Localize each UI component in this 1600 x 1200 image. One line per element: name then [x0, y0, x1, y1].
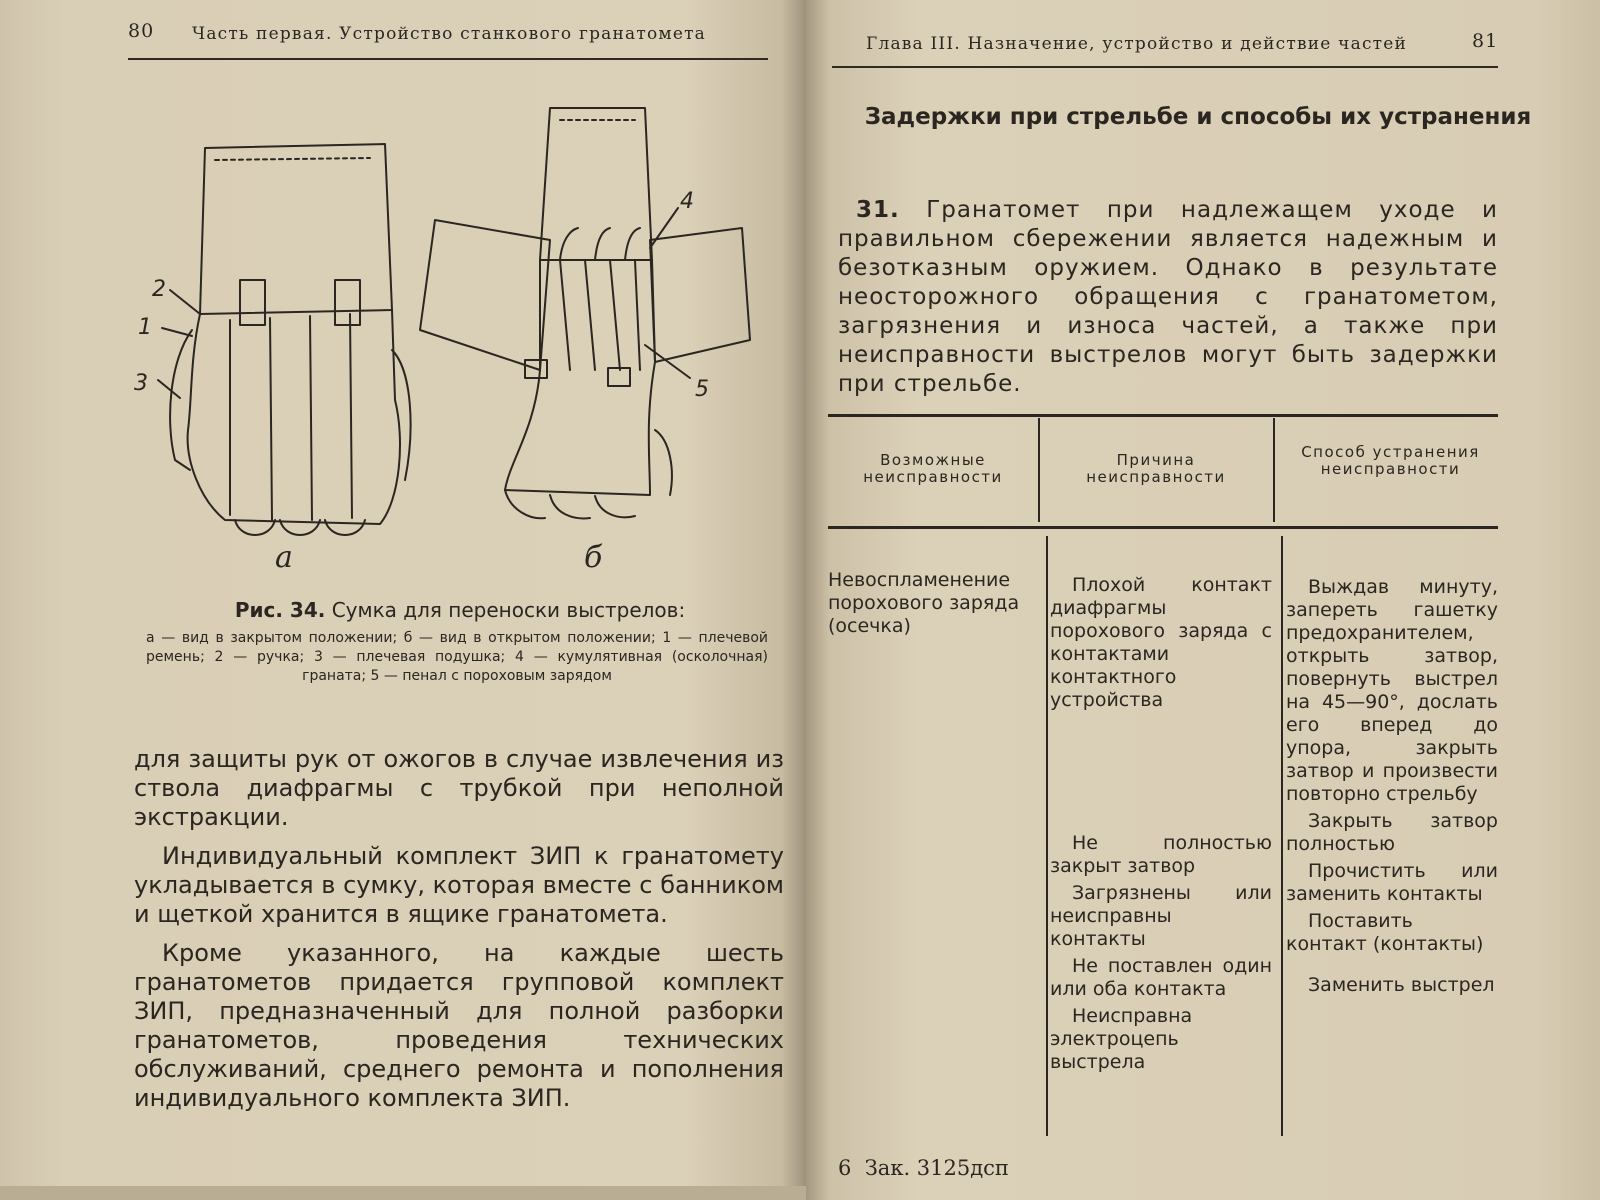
remedy-item: Прочистить или заменить контакты — [1286, 860, 1498, 905]
section-title: Задержки при стрельбе и способы их устранения — [864, 104, 1532, 130]
callout-3: 3 — [134, 371, 148, 396]
right-page-number: 81 — [1472, 30, 1499, 52]
leader-3 — [158, 380, 180, 398]
cause-item: Неисправна электроцепь выстрела — [1050, 1005, 1193, 1073]
table-header-remedy: Способ устранения неисправности — [1301, 443, 1480, 478]
open-pouch-drawing — [420, 108, 750, 518]
pouch-illustration — [130, 100, 780, 620]
callout-5: 5 — [695, 377, 709, 402]
table-col-divider-1 — [1046, 536, 1048, 1136]
table-top-rule — [828, 414, 1498, 417]
left-running-head: Часть первая. Устройство станкового гранатомета — [192, 24, 707, 44]
table-col-divider-2-head — [1273, 418, 1275, 522]
remedy-item: Поставить контакт (контакты) — [1286, 910, 1484, 955]
table-col-divider-2 — [1281, 536, 1283, 1136]
remedy-item: Выждав минуту, запереть гашетку предохранителем, открыть затвор, повернуть выстрел на 45—90°, дослать его вперед до упора, закрыть затвор и произвести повторно стрельбу — [1286, 576, 1498, 805]
leader-2 — [170, 290, 200, 314]
left-header-rule — [128, 58, 768, 60]
leader-4 — [650, 208, 678, 248]
left-paragraph-3: Кроме указанного, на каждые шесть гранатометов придается групповой комплект ЗИП, предназначенный для полной разборки гранатометов, проведения технических обслуживаний, среднего ремонта и пополнения индивидуального комплекта ЗИП. — [134, 939, 784, 1112]
cause-item: Плохой контакт диафрагмы порохового заряда с контактами контактного устройства — [1050, 574, 1272, 711]
remedy-item: Закрыть затвор полностью — [1286, 810, 1498, 855]
right-header-rule — [832, 66, 1498, 68]
faults-table — [828, 414, 1498, 1144]
table-cause-cell — [1050, 574, 1272, 1078]
table-header-faults: Возможные неисправности — [863, 451, 1003, 486]
table-fault-cell: Невоспламенение порохового заряда (осечка) — [828, 569, 1020, 637]
table-col-divider-1-head — [1038, 418, 1040, 522]
figure-caption-number: Рис. 34. — [234, 598, 326, 622]
cause-item: Не поставлен один или оба контакта — [1050, 955, 1272, 1000]
figure-34 — [130, 100, 780, 620]
cause-item: Загрязнены или неисправны контакты — [1050, 882, 1272, 950]
figure-label-a: а — [275, 540, 293, 575]
cause-item: Не полностью закрыт затвор — [1050, 832, 1272, 877]
right-paragraph: Гранатомет при надлежащем уходе и правильном сбережении является надежным и безотказным оружием. Однако в результате неосторожного обращения с гранатометом, загрязнения и износа частей, а также при неисправности выстрелов могут быть задержки при стрельбе. — [838, 197, 1499, 397]
left-paragraph-2: Индивидуальный комплект ЗИП к гранатомету укладывается в сумку, которая вместе с банником и щеткой хранится в ящике гранатомета. — [134, 842, 784, 928]
right-body-text — [838, 196, 1498, 399]
callout-1: 1 — [138, 315, 152, 340]
table-remedy-cell — [1286, 576, 1498, 1001]
remedy-item: Заменить выстрел — [1308, 974, 1495, 996]
page-footer: 6 Зак. 3125дсп — [838, 1156, 1009, 1180]
table-header-cause: Причина неисправности — [1086, 451, 1226, 486]
leader-5 — [645, 345, 690, 378]
figure-caption-text: Сумка для переноски выстрелов: — [325, 598, 686, 622]
left-paragraph-1: для защиты рук от ожогов в случае извлечения из ствола диафрагмы с трубкой при неполной экстракции. — [134, 745, 784, 831]
figure-legend: а — вид в закрытом положении; б — вид в открытом положении; 1 — плечевой ремень; 2 — ручка; 3 — плечевая подушка; 4 — кумулятивная (осколочная) граната; 5 — пенал с пороховым зарядом — [146, 630, 768, 684]
figure-caption — [140, 598, 780, 622]
right-running-head: Глава III. Назначение, устройство и действие частей — [866, 34, 1408, 54]
callout-2: 2 — [152, 277, 166, 302]
table-header-rule — [828, 526, 1498, 529]
left-page-number: 80 — [128, 20, 155, 42]
paragraph-number: 31. — [856, 197, 900, 223]
figure-label-b: б — [584, 540, 603, 575]
leader-1 — [162, 328, 192, 336]
left-body-text — [134, 745, 784, 1123]
closed-pouch-drawing — [170, 144, 410, 535]
callout-4: 4 — [680, 189, 694, 214]
